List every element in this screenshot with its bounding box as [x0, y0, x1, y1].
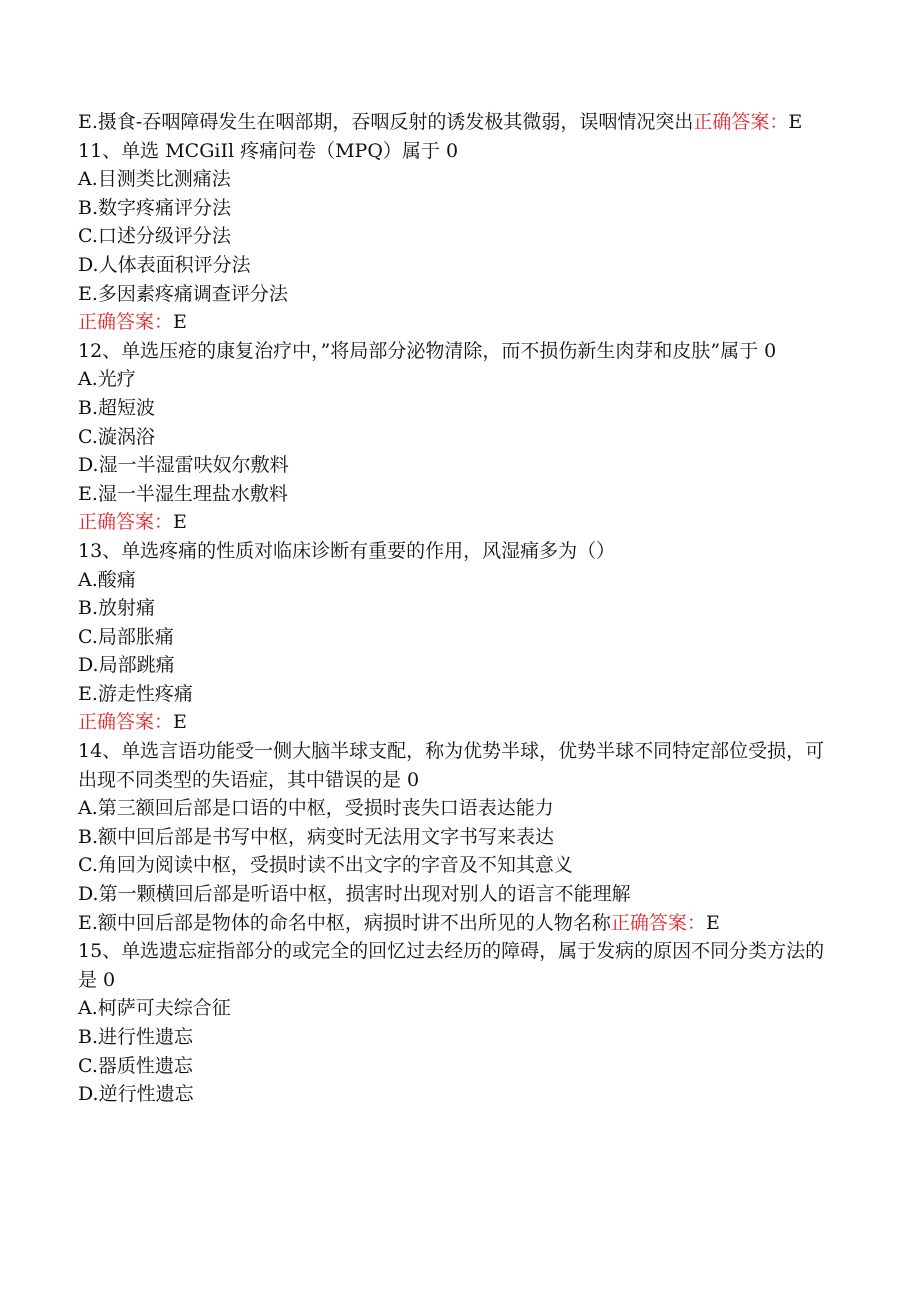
q11-option-b: B.数字疼痛评分法	[78, 196, 232, 219]
q15-option-c: C.器质性遗忘	[78, 1054, 193, 1077]
q13-answer-value: E	[173, 711, 187, 734]
q12-option-b: B.超短波	[78, 396, 156, 419]
q11-option-c: C.口述分级评分法	[78, 225, 231, 248]
q15-option-b: B.进行性遗忘	[78, 1026, 194, 1048]
q14-option-d: D.第一颗横回后部是听语中枢，损害时出现对别人的语言不能理解	[78, 883, 631, 906]
q14-option-e-with-answer	[78, 909, 838, 938]
q12-answer	[78, 508, 838, 537]
q11-answer-value: E	[173, 311, 187, 334]
q11-option-e: E.多因素疼痛调查评分法	[78, 282, 288, 305]
q13-option-c: C.局部胀痛	[78, 625, 174, 648]
q11-option-a: A.目测类比测痛法	[78, 168, 231, 191]
q10-answer-label: 正确答案：	[693, 111, 789, 133]
q12-answer-value: E	[173, 511, 187, 534]
q10-answer-value: E	[788, 111, 803, 133]
q13-stem: 13、单选疼痛的性质对临床诊断有重要的作用，风湿痛多为（）	[78, 539, 616, 562]
question-list	[78, 108, 838, 1109]
q14-option-a: A.第三额回后部是口语的中枢，受损时丧失口语表达能力	[78, 797, 554, 820]
q10-option-e-with-answer	[78, 108, 838, 137]
q14-stem: 14、单选言语功能受一侧大脑半球支配，称为优势半球，优势半球不同特定部位受损，可出现不同类型的失语症，其中错误的是 0	[78, 740, 825, 791]
q13-option-d: D.局部跳痛	[78, 654, 175, 677]
q12-option-c: C.漩涡浴	[78, 425, 155, 448]
q13-answer-label: 正确答案：	[78, 711, 174, 734]
q10-option-e: E.摄食-吞咽障碍发生在咽部期，吞咽反射的诱发极其微弱，误咽情况突出	[78, 111, 694, 133]
q14-option-b: B.额中回后部是书写中枢，病变时无法用文字书写来表达	[78, 825, 555, 848]
q13-option-a: A.酸痛	[78, 568, 136, 591]
q14-answer-value: E	[705, 911, 720, 934]
q12-option-e: E.湿一半湿生理盐水敷料	[78, 482, 288, 505]
q11-answer	[78, 308, 838, 337]
q15-option-d: D.逆行性遗忘	[78, 1083, 194, 1106]
q14-option-c: C.角回为阅读中枢，受损时读不出文字的字音及不知其意义	[78, 854, 573, 877]
q13-option-b: B.放射痛	[78, 597, 156, 620]
q12-stem: 12、单选压疮的康复治疗中，”将局部分泌物清除，而不损伤新生肉芽和皮肤”属于 0	[78, 339, 777, 362]
q12-option-d: D.湿一半湿雷呋奴尔敷料	[78, 454, 289, 477]
q11-option-d: D.人体表面积评分法	[78, 253, 251, 276]
q13-option-e: E.游走性疼痛	[78, 682, 193, 705]
q15-option-a: A.柯萨可夫综合征	[78, 997, 231, 1020]
q14-option-e: E.额中回后部是物体的命名中枢，病损时讲不出所见的人物名称	[78, 911, 611, 934]
q13-answer	[78, 708, 838, 737]
q15-stem: 15、单选遗忘症指部分的或完全的回忆过去经历的障碍，属于发病的原因不同分类方法的是 0	[78, 940, 825, 991]
q14-answer-label: 正确答案：	[610, 911, 706, 934]
q11-answer-label: 正确答案：	[78, 311, 174, 334]
q12-answer-label: 正确答案：	[78, 511, 174, 534]
q11-stem: 11、单选 MCGiIl 疼痛问卷（MPQ）属于 0	[78, 139, 459, 162]
q12-option-a: A.光疗	[78, 368, 136, 391]
